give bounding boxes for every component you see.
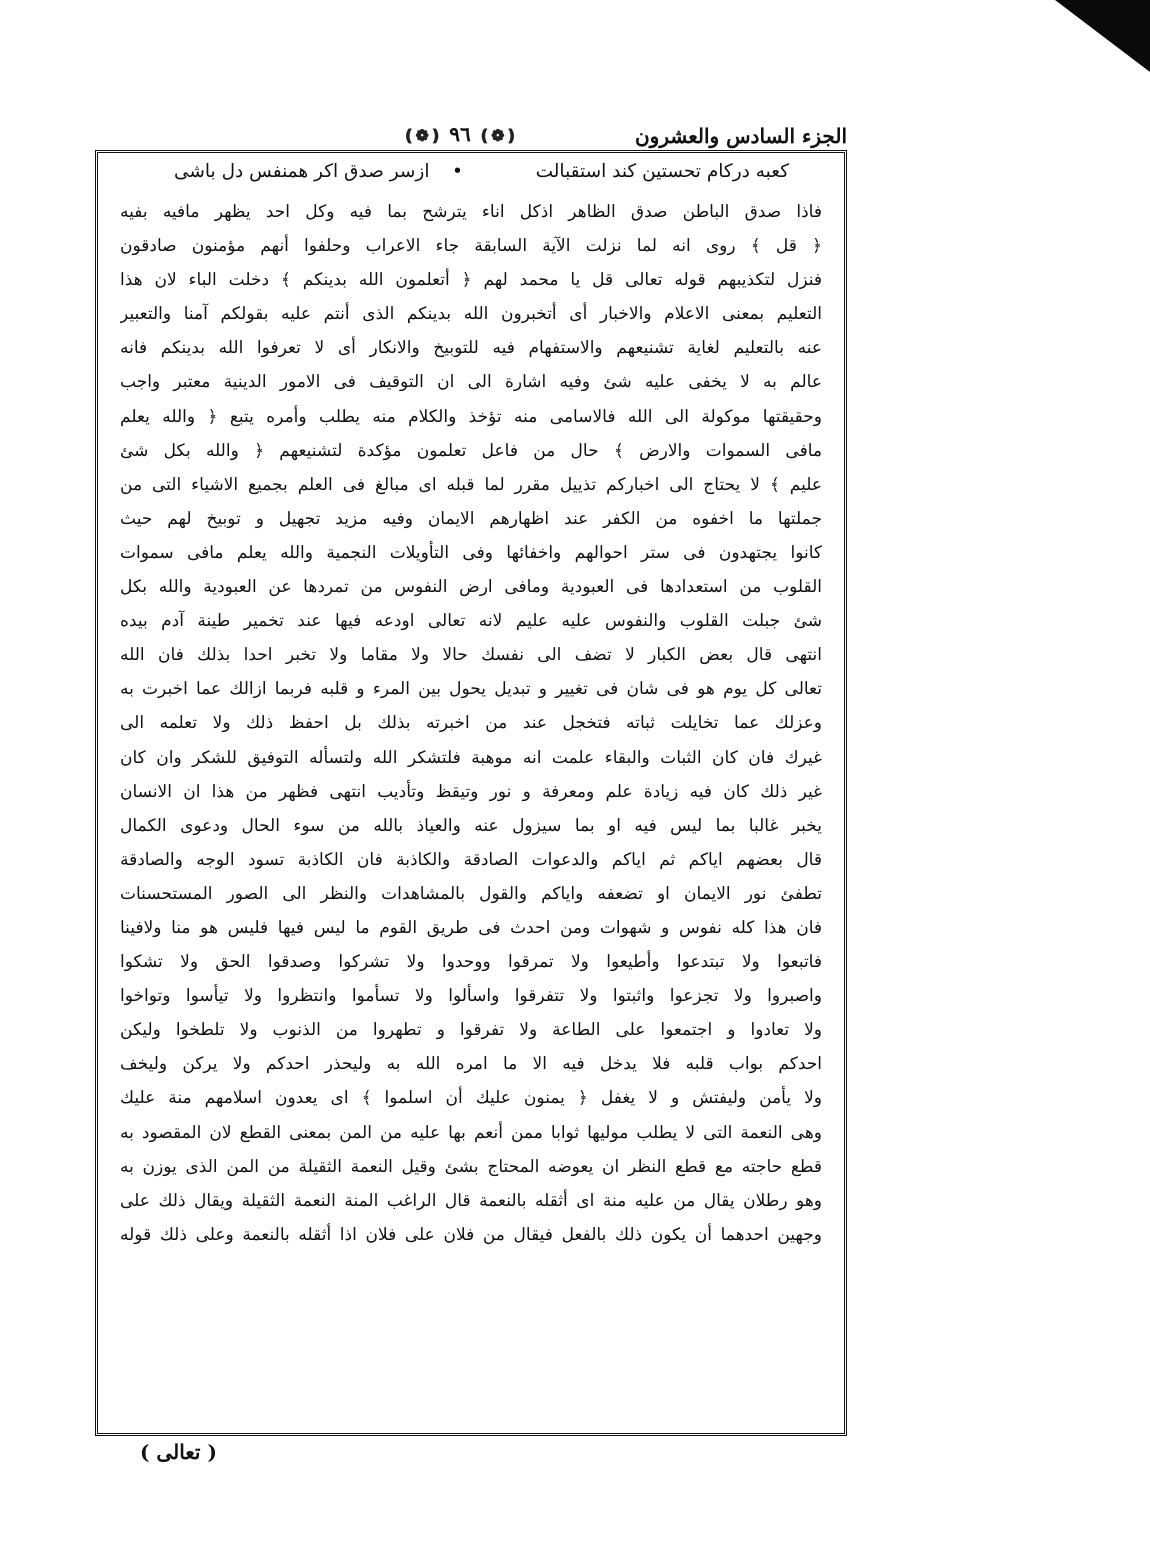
text-line: جملتها ما اخفوه من الكفر عند اظهارهم الايمان وفيه مزيد تجهيل و توبيخ لهم حيث	[120, 508, 822, 529]
page-number-value: ٩٦	[449, 122, 471, 146]
text-line: شئ جبلت القلوب والنفوس عليه عليم لانه تعالى اودعه فيها عند تخمير طينة آدم بيده	[120, 611, 822, 632]
text-line: قطع حاجته مع قطع النظر ان يعوضه المحتاج بشئ وقيل النعمة الثقيلة من المن الذى يوزن به	[120, 1156, 822, 1177]
verse-separator: •	[452, 161, 463, 182]
text-line: يخبر غالبا بما ليس فيه او بما سيزول عنه والعياذ بالله من سوء الحال ودعوى الكمال	[120, 815, 822, 836]
text-line: ولا تعادوا و اجتمعوا على الطاعة ولا تفرقوا و تطهروا من الذنوب ولا تلطخوا وليكن	[120, 1020, 822, 1041]
page-number	[395, 122, 525, 146]
text-line: وهو رطلان يقال من عليه منة اى أثقله بالنعمة قال الراغب المنة النعمة الثقيلة ويقال ذلك على	[120, 1190, 822, 1211]
text-line: تطفئ نور الايمان او تضعفه واياكم والقول بالمشاهدات والنظر الى الصور المستحسنات	[120, 883, 822, 904]
catchword: ( تعالى )	[140, 1440, 217, 1464]
verse	[98, 161, 844, 191]
text-line: عالم به لا يخفى عليه شئ وفيه اشارة الى ان التوقيف فى الامور الدينية معتبر واجب	[120, 372, 822, 393]
corner-mark	[1055, 0, 1150, 72]
text-line: عنه بالتعليم لغاية تشنيعهم والاستفهام فيه للتوبيخ والانكار أى لا تعرفوا الله بدينكم فانه	[120, 338, 822, 359]
ornament-icon: ❪❁❫	[402, 126, 443, 145]
body-text	[120, 195, 822, 1252]
text-line: احدكم بواب قلبه فلا يدخل فيه الا ما امره الله به وليحذر احدكم ولا يركن وليخف	[120, 1054, 822, 1075]
text-line: وعزلك عما تخايلت ثباته فتخجل عند من اخبرته بذلك بل احفظ ذلك ولا تعلمه الى	[120, 713, 822, 734]
text-line: فان هذا كله نفوس و شهوات ومن احدث فى طريق القوم ما ليس فيها فليس هو منا ولافينا	[120, 917, 822, 938]
text-line: القلوب من استعدادها فى العبودية ومافى ارض النفوس من تمردها عن العبودية والله بكل	[120, 577, 822, 598]
text-line: واصبروا ولا تجزعوا واثبتوا ولا تتفرقوا واسألوا ولا تسأموا وانتظروا ولا تيأسوا وتواخوا	[120, 986, 822, 1007]
text-line: وحقيقتها موكولة الى الله فالاسامى منه تؤخذ والكلام منه يطلب وأمره يتبع ﴿ والله يعلم	[120, 406, 822, 427]
running-head: الجزء السادس والعشرون	[634, 124, 847, 148]
text-line: مافى السموات والارض ﴾ حال من فاعل تعلمون مؤكدة لتشنيعهم ﴿ والله بكل شئ	[120, 440, 822, 461]
text-line: كانوا يجتهدون فى ستر احوالهم واخفائها وفى التأويلات النجمية والله يعلم مافى سموات	[120, 542, 822, 563]
text-frame	[95, 150, 847, 1436]
text-line: عليم ﴾ لا يحتاج الى اخباركم تذييل مقرر لما قبله اى مبالغ فى العلم بجميع الاشياء التى من	[120, 474, 822, 495]
verse-hemistich-first: كعبه دركام تحستين كند استقبالت	[535, 161, 789, 182]
text-line: وهى النعمة التى لا يطلب موليها ثوابا ممن أنعم بها عليه من المن بمعنى القطع لان المقصود به	[120, 1122, 822, 1143]
text-line: فاذا صدق الباطن صدق الظاهر اذكل اناء يترشح بما فيه وكل احد يظهر مافيه بفيه	[120, 202, 822, 222]
text-line: غيرك فان كان الثبات والبقاء علمت انه موهبة فلتشكر الله ولتسأله التوفيق للشكر وان كان	[120, 747, 822, 768]
text-line: قال بعضهم اياكم ثم اياكم والدعوات الصادقة والكاذبة فان الكاذبة تسود الوجه والصادقة	[120, 849, 822, 870]
text-line: انتهى قال بعض الكبار لا تضف الى نفسك حالا ولا مقاما ولا تخبر احدا بذلك فان الله	[120, 645, 822, 666]
text-line: تعالى كل يوم هو فى شان فى تغيير و تبديل يحول بين المرء و قلبه فربما ازالك عما اخبرت به	[120, 679, 822, 700]
text-line: ﴿ قل ﴾ روى انه لما نزلت الآية السابقة جاء الاعراب وحلفوا أنهم مؤمنون صادقون	[120, 236, 822, 257]
text-line: فنزل لتكذيبهم قوله تعالى قل يا محمد لهم ﴿ أتعلمون الله بدينكم ﴾ دخلت الباء لان هذا	[120, 270, 822, 291]
text-line: وجهين احدهما أن يكون ذلك بالفعل فيقال من فلان على فلان اذا أثقله بالنعمة وعلى ذلك قوله	[120, 1224, 822, 1245]
ornament-icon: ❪❁❫	[477, 126, 518, 145]
verse-hemistich-second: ازسر صدق اكر همنفس دل باشى	[174, 161, 430, 182]
text-line: غير ذلك كان فيه زيادة علم ومعرفة و نور وتيقظ وتأديب انتهى فظهر من هذا ان الانسان	[120, 781, 822, 802]
text-line: ولا يأمن وليفتش و لا يغفل ﴿ يمنون عليك أن اسلموا ﴾ اى يعدون اسلامهم منة عليك	[120, 1088, 822, 1109]
text-line: التعليم بمعنى الاعلام والاخبار أى أتخبرون الله بدينكم الذى أنتم عليه بقولكم آمنا والتعبير	[120, 304, 822, 325]
text-line: فاتبعوا ولا تبتدعوا وأطيعوا ولا تمرقوا ووحدوا ولا تشركوا وصدقوا الحق ولا تشكوا	[120, 952, 822, 973]
